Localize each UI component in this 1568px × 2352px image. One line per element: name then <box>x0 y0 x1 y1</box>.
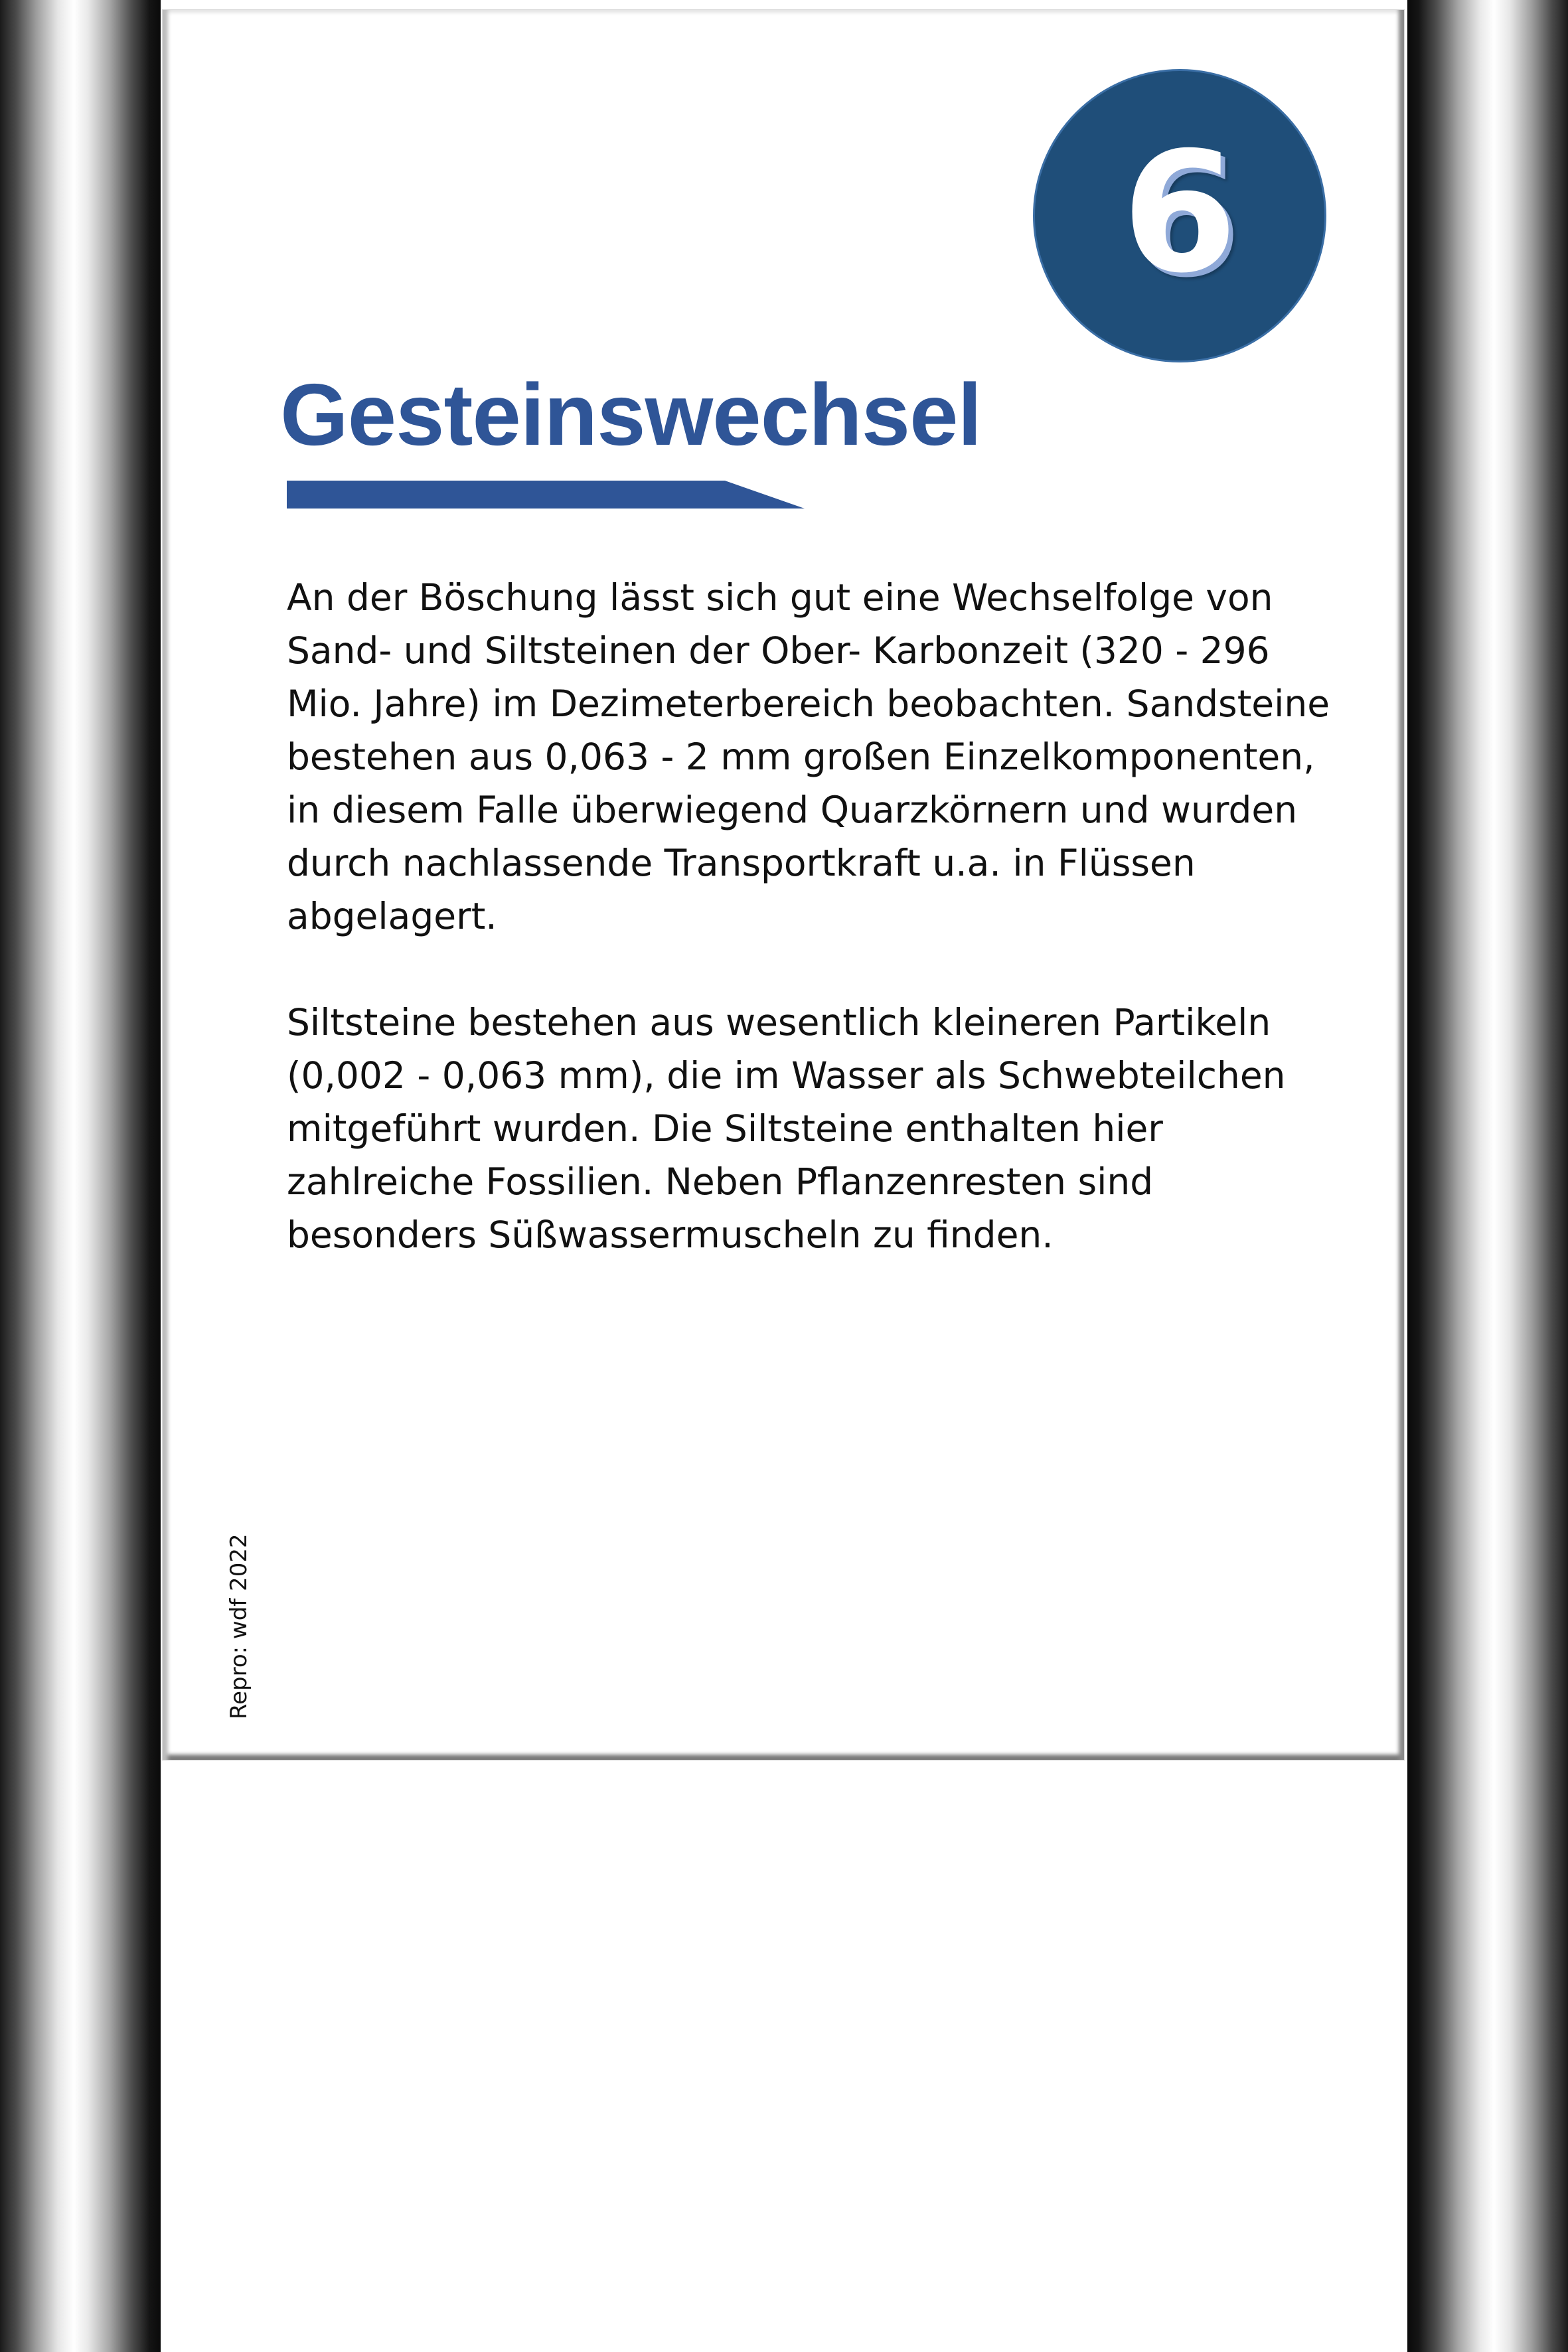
paragraph-sandstone: An der Böschung lässt sich gut eine Wechselfolge von Sand- und Siltsteinen der Ober- Karbonzeit (320 - 296 Mio. Jahre) im Dezimeterbereich beobachten. Sandsteine bestehen aus 0,063 - 2 mm großen Einzelkomponenten, in diesem Falle überwiegend Quarzkörnern und wurden durch nachlassende Transportkraft u.a. in Flüssen abgelagert. <box>287 576 1330 937</box>
title-underline <box>287 481 805 509</box>
station-number-badge <box>1033 69 1326 362</box>
body-text <box>287 571 1342 1314</box>
photo-credit: Repro: wdf 2022 <box>226 1533 252 1719</box>
page-title: Gesteinswechsel <box>280 366 982 463</box>
title-underline-bar <box>287 481 805 509</box>
paragraph-siltstone: Siltsteine bestehen aus wesentlich kleineren Partikeln (0,002 - 0,063 mm), die im Wasser als Schwebteilchen mitgeführt wurden. Die Siltsteine enthalten hier zahlreiche Fossilien. Neben Pflanzenresten sind besonders Süßwassermuscheln zu finden. <box>287 1001 1286 1256</box>
right-post <box>1407 0 1568 2352</box>
station-number: 6 <box>1122 116 1237 309</box>
lower-blank-area <box>161 1763 1407 2352</box>
left-post <box>0 0 161 2352</box>
